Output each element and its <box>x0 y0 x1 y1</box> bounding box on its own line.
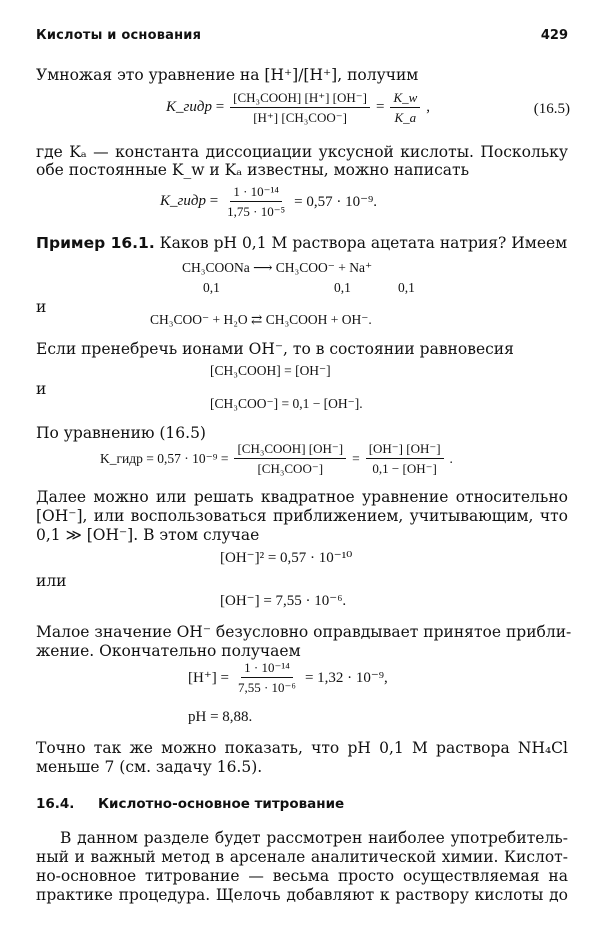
equation-h-plus <box>188 660 388 695</box>
text-line: По уравнению (16.5) <box>36 424 206 442</box>
text-line: и <box>36 380 47 398</box>
eq2-denominator: 1,75 · 10⁻⁵ <box>227 204 286 219</box>
eq7-numerator-2: [OH⁻] [OH⁻] <box>366 441 444 459</box>
equation-oh-squared: [OH⁻]² = 0,57 · 10⁻¹⁰ <box>220 550 353 566</box>
hydrolysis-equation: CH₃COO⁻ + H₂O ⇄ CH₃COOH + OH⁻. <box>150 312 372 327</box>
eq7-denominator-2: 0,1 − [OH⁻] <box>372 461 437 476</box>
example-line <box>36 234 568 252</box>
text-line: 0,1 ≫ [OH⁻]. В этом случае <box>36 526 260 544</box>
text-line: и <box>36 298 47 316</box>
paragraph-line: ный и важный метод в арсенале аналитической химии. Кислот- <box>36 848 568 866</box>
eq1-denominator: [H⁺] [CH₃COO⁻] <box>253 110 347 125</box>
text-line: где Kₐ — константа диссоциации уксусной кислоты. Поскольку <box>36 143 568 161</box>
paragraph-line: но-основное титрование — весьма просто осуществляемая на <box>36 867 568 885</box>
eq1-lhs: K_гидр <box>166 99 212 115</box>
eq2-lhs: K_гидр <box>160 193 206 209</box>
eq7-fraction <box>234 441 346 476</box>
dissociation-reaction: CH₃COONa ⟶ CH₃COO⁻ + Na⁺ <box>182 260 373 275</box>
concentration-2: 0,1 <box>334 280 351 295</box>
paragraph-line: В данном разделе будет рассмотрен наиболее употребитель- <box>60 829 568 847</box>
eq10-fraction <box>235 660 299 695</box>
eq1-fraction-2 <box>390 90 420 125</box>
text-line: [OH⁻], или воспользоваться приближением, учитывающим, что <box>36 507 568 525</box>
text-line: Точно так же можно показать, что pH 0,1 M раствора NH₄Cl <box>36 739 568 757</box>
page-number: 429 <box>540 28 568 43</box>
equation-ph: pH = 8,88. <box>188 709 253 725</box>
text-line: меньше 7 (см. задачу 16.5). <box>36 758 263 776</box>
eq2-numerator: 1 · 10⁻¹⁴ <box>230 184 282 202</box>
eq10-numerator: 1 · 10⁻¹⁴ <box>241 660 293 678</box>
section-heading <box>36 796 344 812</box>
equilibrium-eq-1: [CH₃COOH] = [OH⁻] <box>210 363 331 378</box>
text-line: Малое значение OH⁻ безусловно оправдывает принятое прибли- <box>36 623 572 641</box>
concentration-3: 0,1 <box>398 280 415 295</box>
equation-k-hydr-2: K_гидр = 0,57 · 10⁻⁹ = $\frac{\text{[CH₃COOH] [OH⁻]}}{\text{[CH₃COO⁻]}}$ = $\frac{[OH^-] [OH^-]}{0,1 - [OH^-]}$ . <box>100 441 453 476</box>
section-number: 16.4. <box>36 796 75 812</box>
text-line: Далее можно или решать квадратное уравнение относительно <box>36 488 568 506</box>
example-text: Каков pH 0,1 M раствора ацетата натрия? Имеем <box>159 234 568 252</box>
eq7-fraction-2 <box>366 441 444 476</box>
header-title: Кислоты и основания <box>36 28 202 43</box>
eq1-fraction <box>230 90 370 125</box>
text-line: обе постоянные K_w и Kₐ известны, можно написать <box>36 161 470 179</box>
eq7-numerator: [CH₃COOH] [OH⁻] <box>234 441 346 459</box>
equation-16-5: K_гидр = $\frac{\text{[CH₃COOH] [H⁺] [OH⁻]}}{\text{[H⁺] [CH₃COO⁻]}}$ = $\frac{K\_w}{K\_a}$ , <box>166 90 431 125</box>
eq7-denominator: [CH₃COO⁻] <box>257 461 324 476</box>
eq1-numerator-2: K_w <box>390 90 420 108</box>
eq10-lhs: [H⁺] = <box>188 670 229 686</box>
eq1-numerator: [CH₃COOH] [H⁺] [OH⁻] <box>230 90 370 108</box>
example-label: Пример 16.1. <box>36 234 155 252</box>
paragraph-line: практике процедура. Щелочь добавляют к раствору кислоты до <box>36 886 568 904</box>
concentration-1: 0,1 <box>203 280 220 295</box>
text-line: Умножая это уравнение на [H⁺]/[H⁺], получим <box>36 66 419 84</box>
text-line: жение. Окончательно получаем <box>36 642 301 660</box>
equation-label: (16.5) <box>533 101 570 117</box>
eq1-denominator-2: K_a <box>394 110 417 125</box>
eq7-lhs: K_гидр = 0,57 · 10⁻⁹ = <box>100 450 229 466</box>
text-line: Если пренебречь ионами OH⁻, то в состоянии равновесия <box>36 340 514 358</box>
equation-k-hydr: K_гидр = $\frac{\text{1 · 10⁻¹⁴}}{\text{1,75 · 10⁻⁵}}$ = 0,57 · 10⁻⁹. <box>160 184 378 219</box>
eq10-denominator: 7,55 · 10⁻⁶ <box>237 680 296 695</box>
section-title: Кислотно-основное титрование <box>98 796 345 812</box>
eq2-result: = 0,57 · 10⁻⁹. <box>294 194 378 210</box>
equation-oh: [OH⁻] = 7,55 · 10⁻⁶. <box>220 593 347 609</box>
equilibrium-eq-2: [CH₃COO⁻] = 0,1 − [OH⁻]. <box>210 396 363 411</box>
eq10-result: = 1,32 · 10⁻⁹, <box>304 670 388 686</box>
eq2-fraction <box>224 184 288 219</box>
text-line: или <box>36 572 67 590</box>
running-header <box>36 28 568 48</box>
